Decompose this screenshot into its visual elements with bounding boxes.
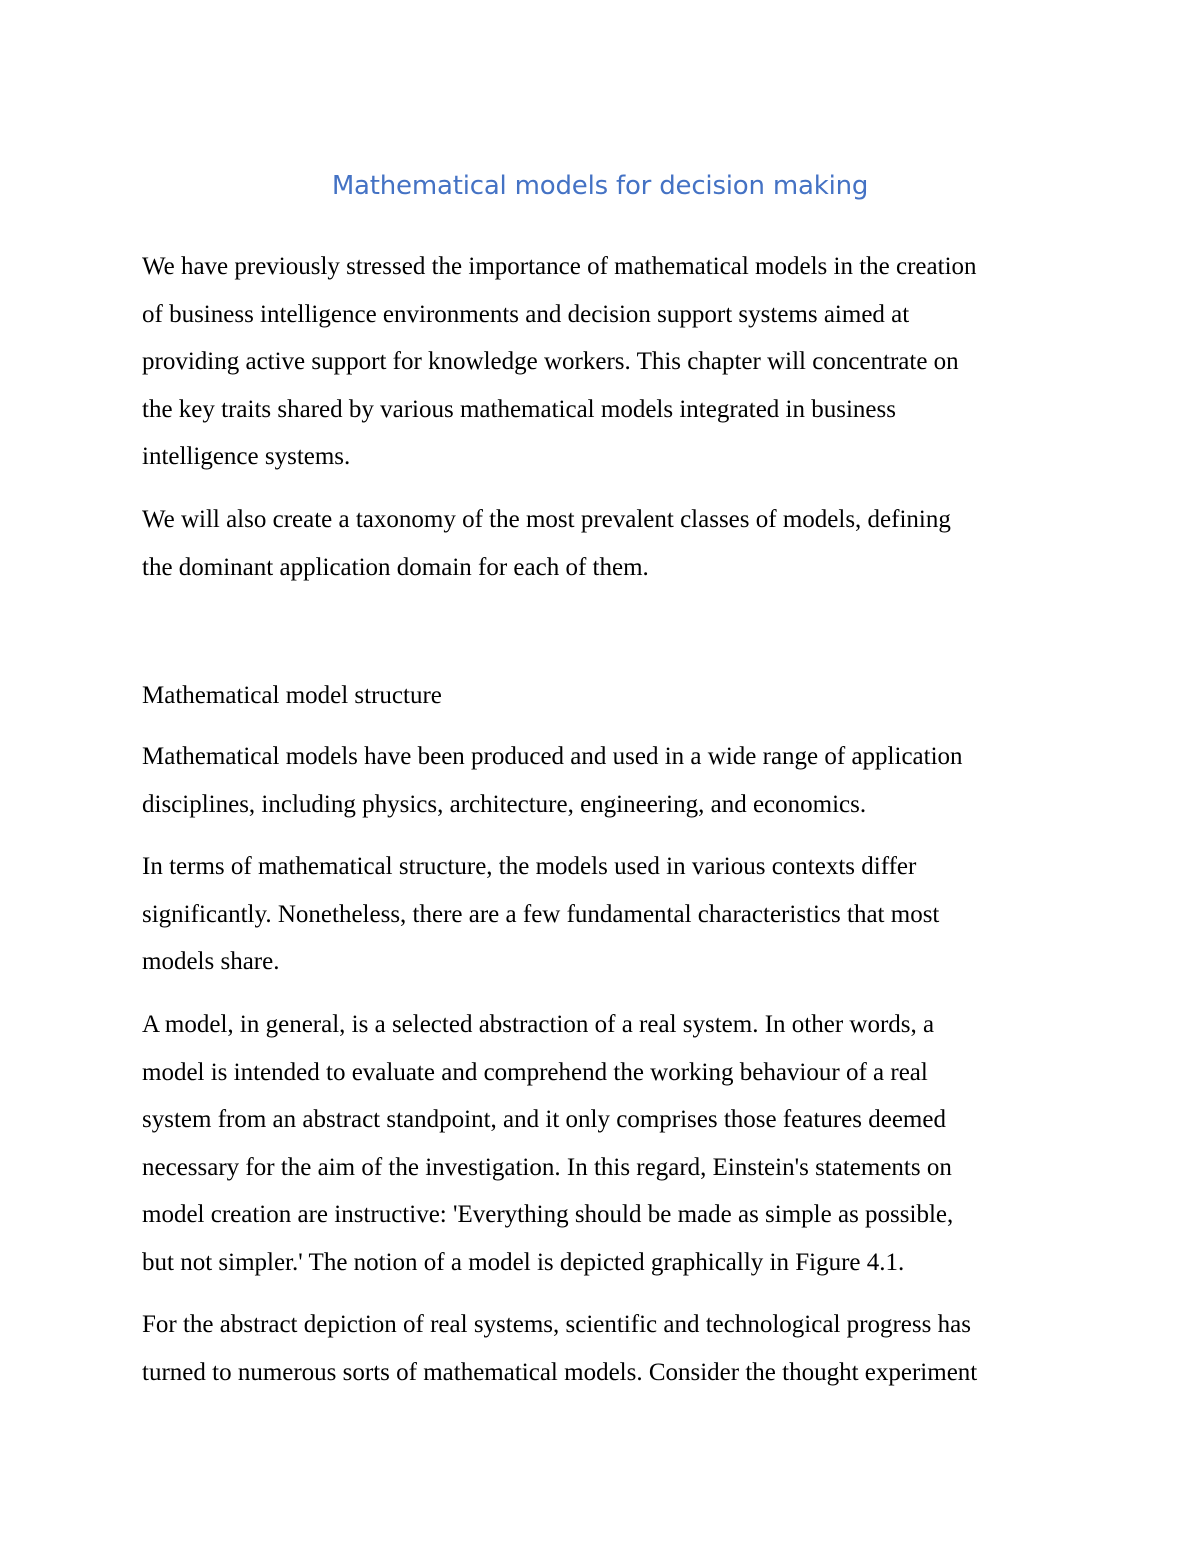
text-line: of business intelligence environments and decision support systems aimed at [142,300,910,328]
text-line: In terms of mathematical structure, the models used in various contexts differ [142,853,917,880]
document-title: Mathematical models for decision making [331,171,869,201]
paragraph-progress [142,1301,1072,1396]
text-line: the dominant application domain for each of them. [142,553,649,581]
text-line: but not simpler.' The notion of a model is depicted graphically in Figure 4.1. [142,1248,905,1276]
paragraph-model-definition [142,1001,1072,1286]
text-line: disciplines, including physics, architecture, engineering, and economics. [142,790,867,818]
text-line: For the abstract depiction of real systems, scientific and technological progress has [142,1311,971,1338]
text-line: significantly. Nonetheless, there are a few fundamental characteristics that most [142,900,940,928]
text-line: Mathematical models have been produced and used in a wide range of application [142,743,963,770]
text-line: system from an abstract standpoint, and it only comprises those features deemed [142,1106,946,1133]
text-line: the key traits shared by various mathematical models integrated in business [142,395,896,423]
paragraph-disciplines [142,733,1072,828]
paragraph-intro [142,243,1072,481]
text-line: providing active support for knowledge workers. This chapter will concentrate on [142,348,959,375]
text-line: turned to numerous sorts of mathematical models. Consider the thought experiment [142,1358,978,1386]
paragraph-structure [142,843,1072,986]
text-line: A model, in general, is a selected abstraction of a real system. In other words, a [142,1011,935,1038]
text-line: We will also create a taxonomy of the most prevalent classes of models, defining [142,506,951,533]
text-line: model is intended to evaluate and comprehend the working behaviour of a real [142,1058,928,1086]
text-line: model creation are instructive: 'Everything should be made as simple as possible, [142,1201,954,1228]
section-heading: Mathematical model structure [142,682,442,709]
text-line: necessary for the aim of the investigation. In this regard, Einstein's statements on [142,1153,952,1181]
text-line: models share. [142,948,280,975]
text-line: intelligence systems. [142,443,351,470]
text-line: We have previously stressed the importance of mathematical models in the creation [142,253,977,280]
paragraph-taxonomy [142,496,1072,591]
